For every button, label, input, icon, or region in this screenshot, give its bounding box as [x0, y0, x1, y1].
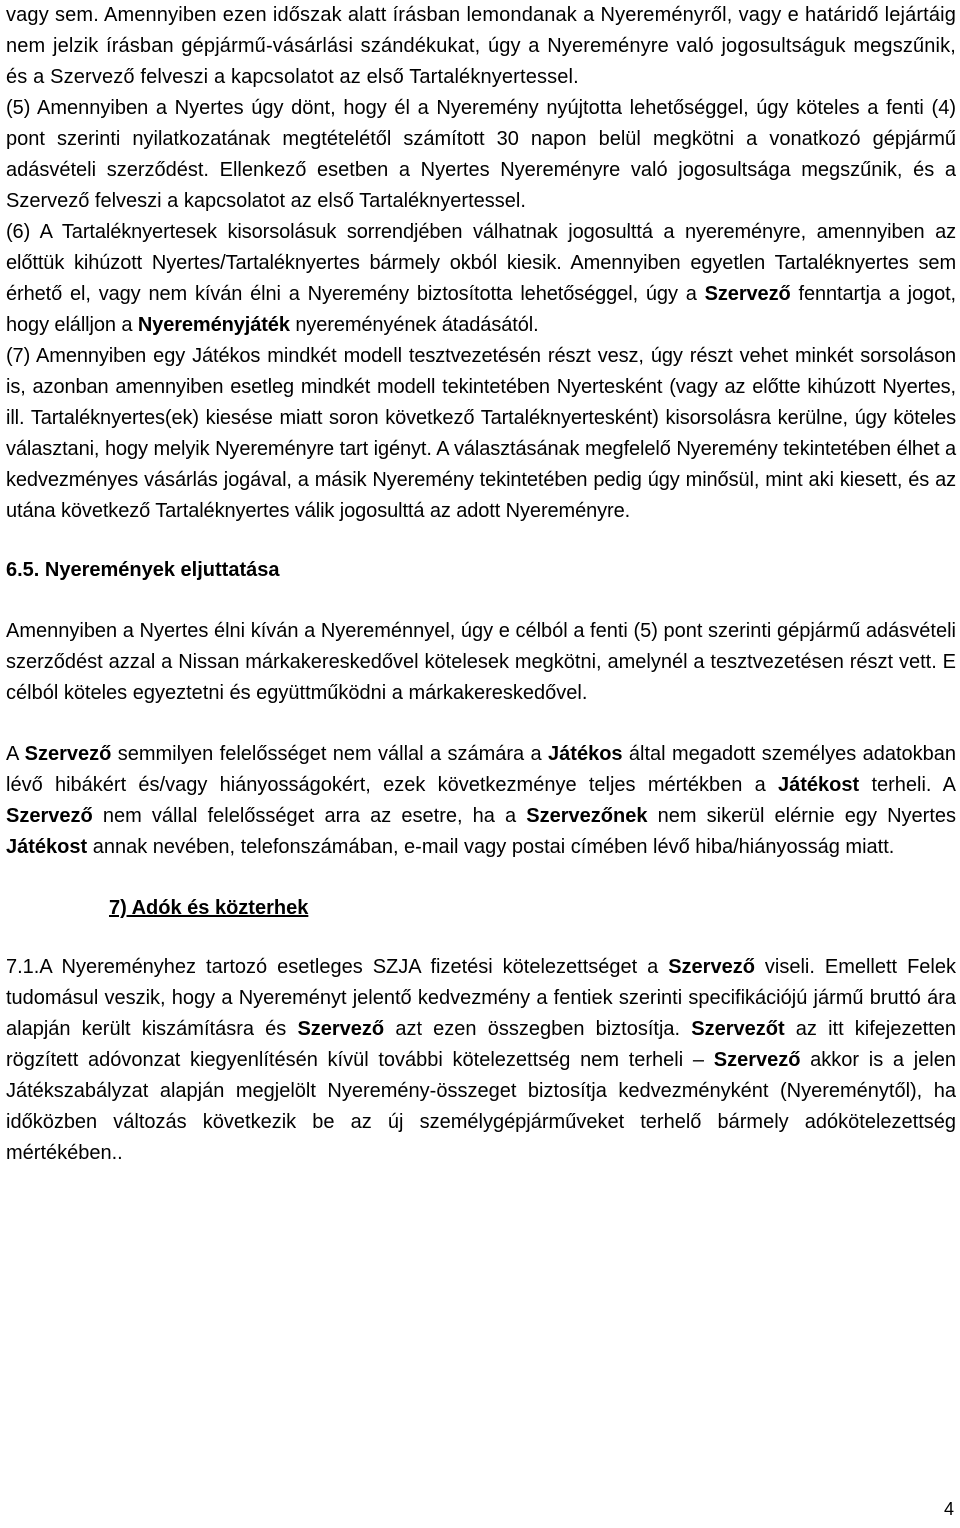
- bold-run: Játékost: [778, 774, 860, 796]
- bold-run: Szervező: [24, 743, 112, 765]
- bold-run: Szervező: [297, 1018, 385, 1040]
- paragraph-6-text-a: (6) A Tartaléknyertesek kisorsolásuk sorrendjében válhatnak jogosulttá a nyereményre, amennyiben az előttük kihúzott Nyertes/Tartaléknyertes bármely okból kiesik. Amennyiben egyetlen Tartaléknyertes sem érhető el, vagy nem kíván élni a Nyeremény biztosította lehetőséggel, úgy a: [6, 221, 956, 305]
- spacer: [6, 863, 956, 893]
- text-run: A: [6, 743, 25, 765]
- page-number: 4: [943, 1499, 954, 1519]
- bold-run: Játékost: [6, 836, 88, 858]
- text-run: 7.1.A Nyereményhez tartozó esetleges SZJA fizetési kötelezettséget a: [6, 956, 669, 978]
- text-run: annak nevében, telefonszámában, e-mail vagy postai címében lévő hiba/hiányosság miatt.: [87, 836, 895, 858]
- text-run: által megadott személyes adatokban lévő hibákért és/vagy hiányosságokért, ezek következménye teljes mértékben a: [6, 743, 957, 796]
- text-run: nem sikerül elérnie egy Nyertes: [647, 805, 956, 827]
- text-run: akkor is a jelen Játékszabályzat alapján megjelölt Nyeremény-összeget biztosítja kedvezményként (Nyereménytől), ha időközben változás következik be az új személygépjárműveket terhelő bármely adókötelezettség mértékében..: [6, 1049, 956, 1164]
- section-heading-6-5: 6.5. Nyeremények eljuttatása: [6, 559, 280, 581]
- paragraph-intro: vagy sem. Amennyiben ezen időszak alatt írásban lemondanak a Nyereményről, vagy e határidő lejártáig nem jelzik írásban gépjármű-vásárlási szándékukat, úgy a Nyereményre való jogosultságuk megszűnik, és a Szervező felveszi a kapcsolatot az első Tartaléknyertessel.: [6, 4, 956, 88]
- spacer: [6, 709, 956, 739]
- section-heading-7: 7) Adók és közterhek: [109, 897, 309, 919]
- bold-run: Szervező: [668, 956, 755, 978]
- paragraph-6-bold-game: Nyereményjáték: [137, 314, 290, 336]
- paragraph-6-text-c: fenntartja a jogot, hogy elálljon a: [6, 283, 957, 336]
- text-run: viseli. Emellett Felek tudomásul veszik, hogy a Nyereményt jelentő kedvezmény a fentiek szerinti specifikációjú jármű bruttó ára alapján került kiszámításra és: [6, 956, 956, 1040]
- paragraph-tax: [6, 952, 956, 1169]
- bold-run: Szervezőnek: [526, 805, 648, 827]
- paragraph-6-bold-organizer: Szervező: [704, 283, 791, 305]
- paragraph-5: (5) Amennyiben a Nyertes úgy dönt, hogy él a Nyeremény nyújtotta lehetőséggel, úgy köteles a fenti (4) pont szerinti nyilatkozatának megtételétől számított 30 napon belül megkötni a vonatkozó gépjármű adásvételi szerződést. Ellenkező esetben a Nyertes Nyereményre való jogosultsága megszűnik, és a Szervező felveszi a kapcsolatot az első Tartaléknyertessel.: [6, 97, 956, 212]
- paragraph-6: [6, 217, 956, 341]
- bold-run: Játékos: [548, 743, 623, 765]
- spacer: [6, 586, 956, 616]
- text-run: terheli. A: [859, 774, 956, 796]
- paragraph-responsibility: [6, 739, 956, 863]
- document-page: [6, 0, 956, 1169]
- bold-run: Szervezőt: [691, 1018, 785, 1040]
- text-run: nem vállal felelősséget arra az esetre, ha a: [92, 805, 527, 827]
- paragraph-7: (7) Amennyiben egy Játékos mindkét modell tesztvezetésén részt vesz, úgy részt vehet minkét sorsoláson is, azonban amennyiben esetleg mindkét modell tekintetében Nyertesként (vagy az előtte kihúzott Nyertes, ill. Tartaléknyertes(ek) kiesése miatt soron következő Tartaléknyertesként) kisorsolásra kerülne, úgy köteles választani, hogy melyik Nyereményre tart igényt. A választásának megfelelő Nyeremény tekintetében élhet a kedvezményes vásárlás jogával, a másik Nyeremény tekintetében pedig úgy minősül, mint aki kiesett, és az utána következő Tartaléknyertes válik jogosulttá az adott Nyereményre.: [6, 345, 956, 522]
- text-run: az itt kifejezetten rögzített adóvonzat kiegyenlítésén kívül további kötelezettség nem terheli –: [6, 1018, 956, 1071]
- spacer: [6, 527, 956, 555]
- spacer: [6, 924, 956, 952]
- bold-run: Szervező: [713, 1049, 801, 1071]
- text-run: semmilyen felelősséget nem vállal a számára a: [111, 743, 549, 765]
- bold-run: Szervező: [6, 805, 93, 827]
- paragraph-6-text-e: nyereményének átadásától.: [289, 314, 539, 336]
- text-run: azt ezen összegben biztosítja.: [384, 1018, 692, 1040]
- paragraph-6-5-body: Amennyiben a Nyertes élni kíván a Nyereménnyel, úgy e célból a fenti (5) pont szerinti gépjármű adásvételi szerződést azzal a Nissan márkakereskedővel kötelesek megkötni, amelynél a tesztvezetésen részt vett. E célból köteles egyeztetni és együttműködni a márkakereskedővel.: [6, 620, 956, 704]
